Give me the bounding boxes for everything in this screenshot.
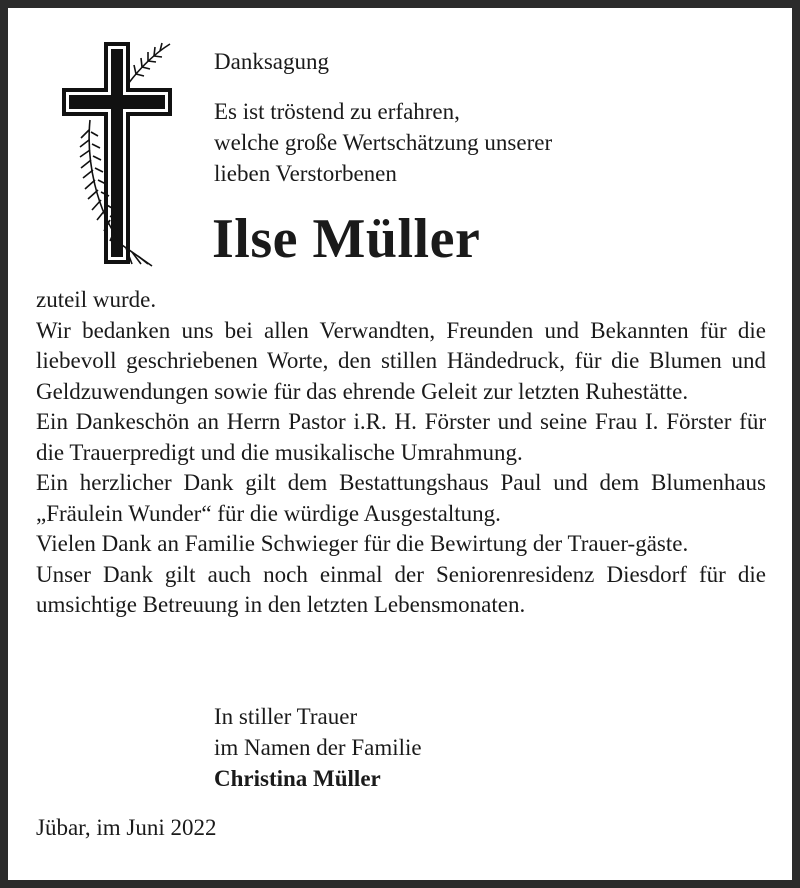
intro-text	[214, 96, 552, 189]
intro-line: Es ist tröstend zu erfahren,	[214, 99, 460, 124]
intro-line: welche große Wertschätzung unserer	[214, 130, 553, 155]
closing-line: im Namen der Familie	[214, 735, 422, 760]
body-paragraph: zuteil wurde.	[36, 287, 157, 312]
body-paragraph: Ein herzlicher Dank gilt dem Bestattungshaus Paul und dem Blumenhaus „Fräulein Wunder“ für die würdige Ausgestaltung.	[36, 470, 766, 526]
intro-line: lieben Verstorbenen	[214, 161, 397, 186]
cross-with-palm-branch-icon	[60, 40, 180, 270]
body-paragraph: Ein Dankeschön an Herrn Pastor i.R. H. Förster und seine Frau I. Förster für die Trauerpredigt und die musikalische Umrahmung.	[36, 409, 766, 465]
body-paragraph: Vielen Dank an Familie Schwieger für die Bewirtung der Trauer-gäste.	[36, 531, 689, 556]
body-paragraph: Wir bedanken uns bei allen Verwandten, Freunden und Bekannten für die liebevoll geschriebenen Worte, den stillen Händedruck, für die Blumen und Geldzuwendungen sowie für das ehrende Geleit zur letzten Ruhestätte.	[36, 317, 766, 404]
obituary-notice	[8, 8, 792, 880]
body-text	[36, 285, 766, 621]
closing-line: In stiller Trauer	[214, 704, 358, 729]
place-date: Jübar, im Juni 2022	[36, 815, 217, 840]
heading: Danksagung	[214, 49, 329, 74]
signature: Christina Müller	[214, 766, 381, 791]
body-paragraph: Unser Dank gilt auch noch einmal der Seniorenresidenz Diesdorf für die umsichtige Betreuung in den letzten Lebensmonaten.	[36, 561, 766, 617]
deceased-name: Ilse Müller	[212, 208, 481, 270]
closing	[214, 701, 422, 794]
